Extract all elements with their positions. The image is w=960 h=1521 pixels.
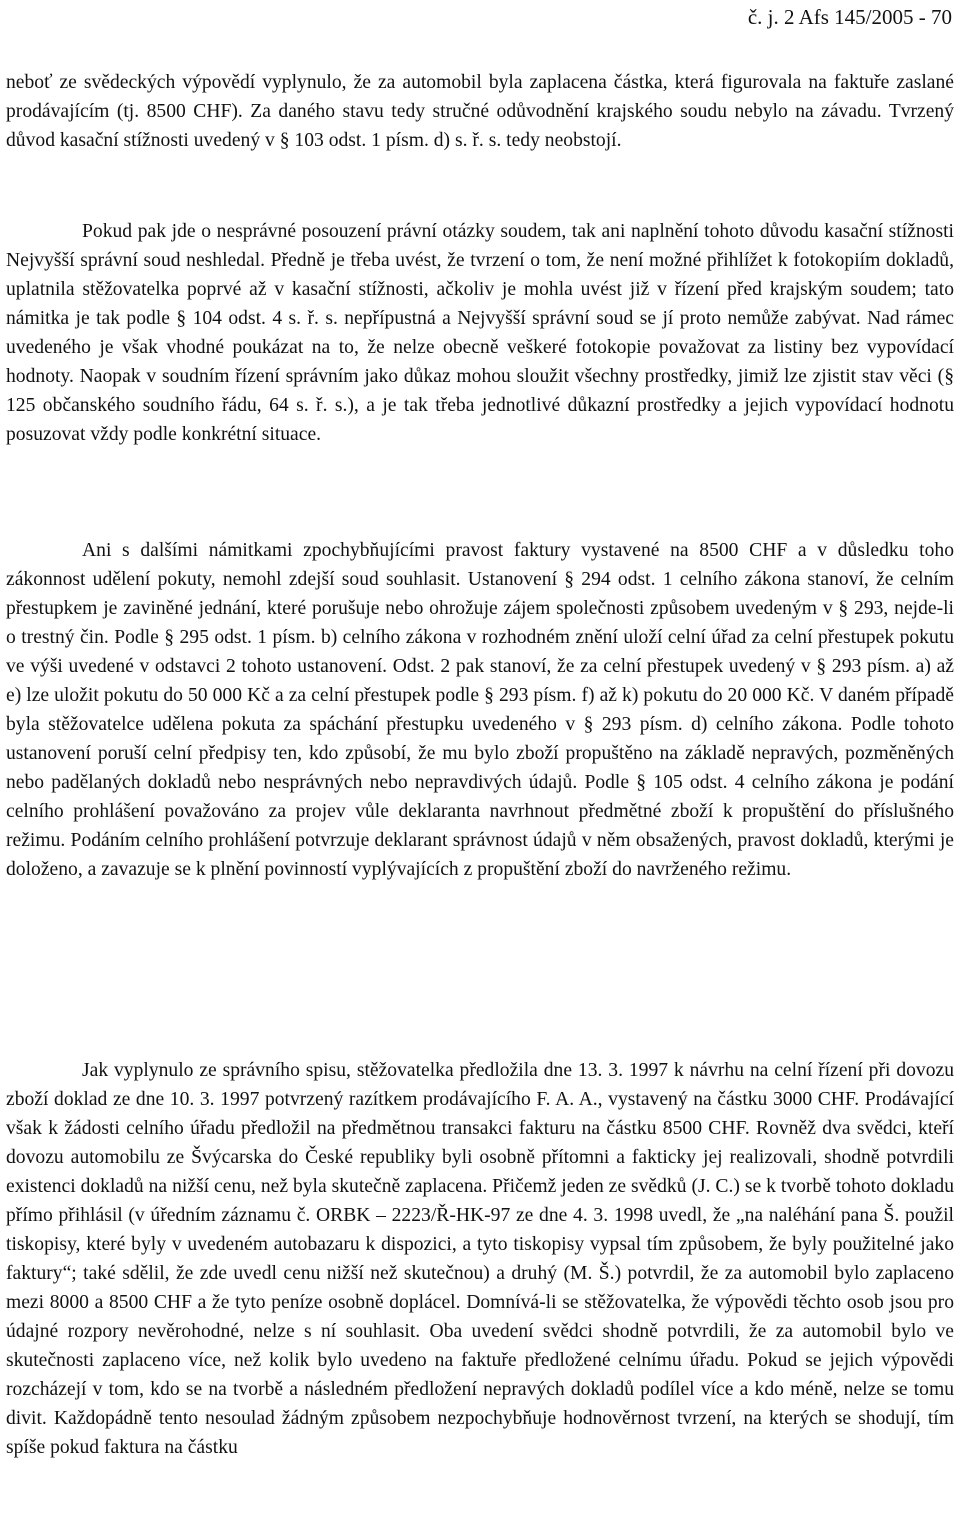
paragraph-1: neboť ze svědeckých výpovědí vyplynulo, že za automobil byla zaplacena částka, která figurovala na faktuře zaslané prodávajícím (tj. 8500 CHF). Za daného stavu tedy stručné odůvodnění krajského soudu nebylo na závadu. Tvrzený důvod kasační stížnosti uvedený v § 103 odst. 1 písm. d) s. ř. s. tedy neobstojí. [6,72,954,151]
case-number-header: č. j. 2 Afs 145/2005 - 70 [747,5,952,29]
paragraph-2: Pokud pak jde o nesprávné posouzení právní otázky soudem, tak ani naplnění tohoto důvodu kasační stížnosti Nejvyšší správní soud neshledal. Předně je třeba uvést, že tvrzení o tom, že není možné přihlížet k fotokopiím dokladů, uplatnila stěžovatelka poprvé až v kasační stížnosti, ačkoliv je mohla uvést již v řízení před krajským soudem; tato námitka je tak podle § 104 odst. 4 s. ř. s. nepřípustná a Nejvyšší správní soud se jí proto nemůže zabývat. Nad rámec uvedeného je však vhodné poukázat na to, že nelze obecně veškeré fotokopie považovat za listiny bez vypovídací hodnoty. Naopak v soudním řízení správním jako důkaz mohou sloužit všechny prostředky, jimiž lze zjistit stav věci (§ 125 občanského soudního řádu, 64 s. ř. s.), a je tak třeba jednotlivé důkazní prostředky a jejich vypovídací hodnotu posuzovat vždy podle konkrétní situace. [6,221,954,445]
paragraph-3: Ani s dalšími námitkami zpochybňujícími pravost faktury vystavené na 8500 CHF a v důsledku toho zákonnost udělení pokuty, nemohl zdejší soud souhlasit. Ustanovení § 294 odst. 1 celního zákona stanoví, že celním přestupkem je zaviněné jednání, které porušuje nebo ohrožuje zájem společnosti způsobem uvedeným v § 293, nejde-li o trestný čin. Podle § 295 odst. 1 písm. b) celního zákona v rozhodném znění uloží celní úřad za celní přestupek pokutu ve výši uvedené v odstavci 2 tohoto ustanovení. Odst. 2 pak stanoví, že za celní přestupek uvedený v § 293 písm. a) až e) lze uložit pokutu do 50 000 Kč a za celní přestupek podle § 293 písm. f) až k) pokutu do 20 000 Kč. V daném případě byla stěžovatelce udělena pokuta za spáchání přestupku uvedeného v § 293 písm. d) celního zákona. Podle tohoto ustanovení poruší celní předpisy ten, kdo způsobí, že mu bylo zboží propuštěno na základě nepravých, pozměněných nebo padělaných dokladů nebo nesprávných nebo nepravdivých údajů. Podle § 105 odst. 4 celního zákona je podání celního prohlášení považováno za projev vůle deklaranta navrhnout předmětné zboží k propuštění do příslušného režimu. Podáním celního prohlášení potvrzuje deklarant správnost údajů v něm obsažených, pravost dokladů, kterými je doloženo, a zavazuje se k plnění povinností vyplývajících z propuštění zboží do navrženého režimu. [6,540,954,880]
paragraph-4: Jak vyplynulo ze správního spisu, stěžovatelka předložila dne 13. 3. 1997 k návrhu na celní řízení při dovozu zboží doklad ze dne 10. 3. 1997 potvrzený razítkem prodávajícího F. A. A., vystavený na částku 3000 CHF. Prodávající však k žádosti celního úřadu předložil na předmětnou transakci fakturu na částku 8500 CHF. Rovněž dva svědci, kteří dovozu automobilu ze Švýcarska do České republiky byli osobně přítomni a fakticky jej realizovali, shodně potvrdili existenci dokladů na nižší cenu, než byla skutečně zaplacena. Přičemž jeden ze svědků (J. C.) se k tvorbě tohoto dokladu přímo přihlásil (v úředním záznamu č. ORBK – 2223/Ř-HK-97 ze dne 4. 3. 1998 uvedl, že „na naléhání pana Š. použil tiskopisy, které byly v uvedeném autobazaru k dispozici, a tyto tiskopisy vypsal tím způsobem, že byly použitelné jako faktury“; také sdělil, že zde uvedl cenu nižší než skutečnou) a druhý (M. Š.) potvrdil, že za automobil bylo zaplaceno mezi 8000 a 8500 CHF a že tyto peníze osobně doplácel. Domnívá-li se stěžovatelka, že výpovědi těchto osob jsou pro údajné rozpory nevěrohodné, nelze s ní souhlasit. Oba uvedení svědci shodně potvrdili, že za automobil bylo ve skutečnosti zaplaceno více, než kolik bylo uvedeno na faktuře předložené celnímu úřadu. Pokud se jejich výpovědi rozcházejí v tom, kdo se na tvorbě a následném předložení nepravých dokladů podílel více a kdo méně, nelze se tomu divit. Každopádně tento nesoulad žádným způsobem nezpochybňuje hodnověrnost tvrzení, na kterých se shodují, tím spíše pokud faktura na částku [6,1060,954,1458]
document-page [6,0,954,1521]
